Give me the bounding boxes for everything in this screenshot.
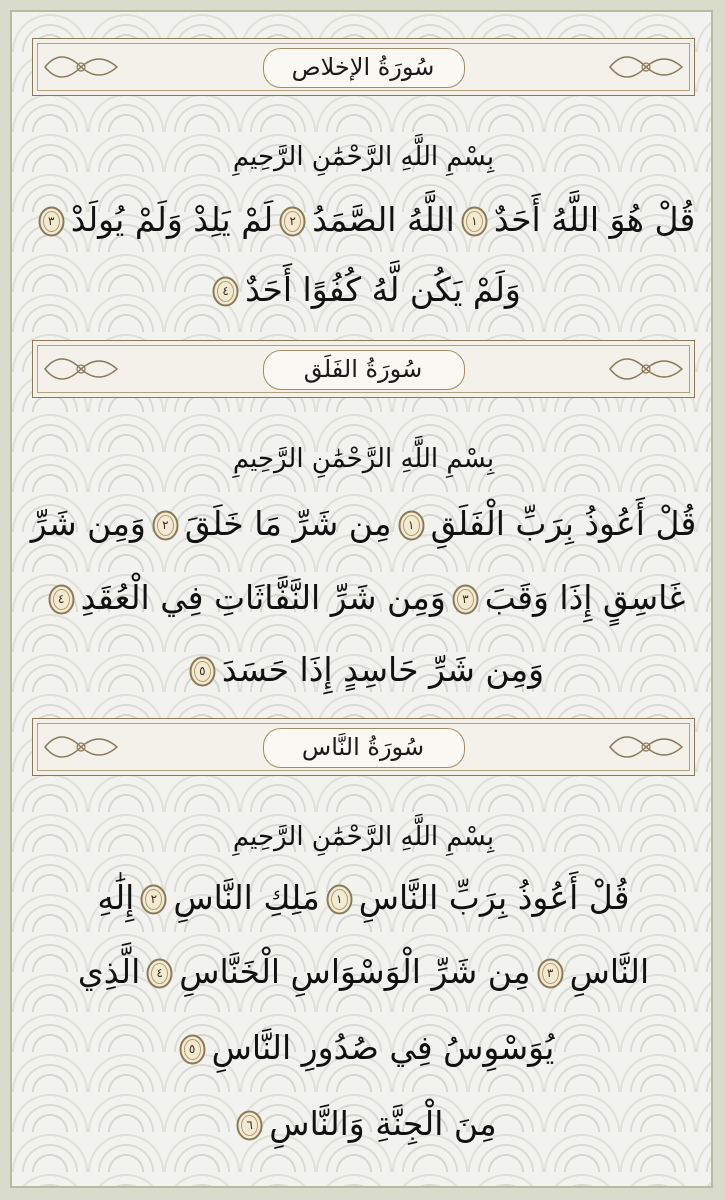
ayah-number: ٣	[48, 214, 55, 228]
ayah-number: ١	[471, 214, 478, 228]
ayah-text: اللَّهُ الصَّمَدُ	[312, 200, 455, 239]
ayah-number: ١	[336, 892, 343, 906]
ayah-text: مَلِكِ النَّاسِ	[173, 878, 320, 917]
basmala: بِسْمِ اللَّهِ الرَّحْمَٰنِ الرَّحِيمِ	[232, 444, 495, 474]
ayah-text: مِنَ الْجِنَّةِ وَالنَّاسِ	[269, 1104, 497, 1143]
ayah-marker-icon	[537, 958, 564, 989]
ayah-line	[26, 578, 701, 617]
ayah-number: ٢	[289, 214, 296, 228]
ayah-marker-icon	[212, 276, 239, 307]
ayah-marker-icon	[152, 510, 179, 541]
header-ornament-icon	[606, 725, 686, 769]
ayah-number: ٥	[188, 1042, 196, 1056]
ayah-text: إِلَٰهِ	[97, 878, 135, 917]
ayah-text: غَاسِقٍ إِذَا وَقَبَ	[484, 578, 686, 617]
surah-title: سُورَةُ الإخلاص	[291, 53, 435, 81]
ayah-number: ٢	[150, 892, 158, 906]
header-ornament-icon	[41, 725, 121, 769]
ayah-number: ٦	[246, 1118, 253, 1132]
ayah-text: الَّذِي	[77, 952, 141, 991]
ayah-line	[26, 952, 701, 991]
ayah-number: ٢	[162, 518, 169, 532]
ayah-number: ٥	[199, 664, 206, 678]
ayah-marker-icon	[452, 584, 479, 615]
ayah-text: وَلَمْ يَكُن لَّهُ كُفُوًا أَحَدٌ	[245, 270, 521, 309]
header-ornament-icon	[606, 347, 686, 391]
surah-header-nas	[32, 718, 695, 776]
ayah-marker-icon	[140, 884, 167, 915]
ayah-text: وَمِن شَرِّ	[30, 504, 146, 543]
ayah-line	[26, 1028, 701, 1067]
ayah-text: يُوَسْوِسُ فِي صُدُورِ النَّاسِ	[211, 1028, 555, 1067]
ayah-text: مِن شَرِّ الْوَسْوَاسِ الْخَنَّاسِ	[179, 952, 531, 991]
surah-title: سُورَةُ الفَلَق	[303, 355, 423, 383]
ayah-marker-icon	[326, 884, 353, 915]
basmala: بِسْمِ اللَّهِ الرَّحْمَٰنِ الرَّحِيمِ	[232, 822, 495, 852]
ayah-text: قُلْ هُوَ اللَّهُ أَحَدٌ	[493, 200, 696, 239]
ayah-text: وَمِن شَرِّ النَّفَّاثَاتِ فِي الْعُقَدِ	[80, 578, 446, 617]
ayah-marker-icon	[236, 1110, 263, 1141]
ayah-marker-icon	[146, 958, 173, 989]
ayah-text: لَمْ يَلِدْ وَلَمْ يُولَدْ	[70, 200, 274, 239]
header-ornament-icon	[606, 45, 686, 89]
surah-header-falaq	[32, 340, 695, 398]
ayah-number: ١	[407, 518, 415, 532]
surah-title: سُورَةُ النَّاس	[301, 733, 425, 761]
header-ornament-icon	[41, 347, 121, 391]
ayah-number: ٤	[57, 592, 65, 606]
ayah-text: النَّاسِ	[569, 952, 650, 991]
ayah-line	[26, 504, 701, 543]
ayah-text: قُلْ أَعُوذُ بِرَبِّ النَّاسِ	[358, 878, 630, 917]
ayah-line	[26, 270, 701, 309]
ayah-line	[26, 1104, 701, 1143]
header-ornament-icon	[41, 45, 121, 89]
ayah-line	[26, 878, 701, 917]
ayah-number: ٤	[222, 284, 229, 298]
ayah-line	[26, 650, 701, 689]
surah-header-ikhlas	[32, 38, 695, 96]
ayah-marker-icon	[179, 1034, 206, 1065]
ayah-text: مِن شَرِّ مَا خَلَقَ	[184, 504, 392, 543]
ayah-marker-icon	[461, 206, 488, 237]
quran-page	[10, 10, 713, 1188]
basmala: بِسْمِ اللَّهِ الرَّحْمَٰنِ الرَّحِيمِ	[232, 142, 495, 172]
ayah-number: ٤	[156, 966, 163, 980]
ayah-number: ٣	[462, 592, 469, 606]
ayah-marker-icon	[279, 206, 306, 237]
ayah-number: ٣	[546, 966, 554, 980]
ayah-text: وَمِن شَرِّ حَاسِدٍ إِذَا حَسَدَ	[221, 650, 545, 689]
ayah-marker-icon	[398, 510, 425, 541]
ayah-marker-icon	[189, 656, 216, 687]
ayah-line	[26, 200, 701, 239]
ayah-marker-icon	[38, 206, 65, 237]
ayah-marker-icon	[48, 584, 75, 615]
ayah-text: قُلْ أَعُوذُ بِرَبِّ الْفَلَقِ	[430, 504, 697, 543]
